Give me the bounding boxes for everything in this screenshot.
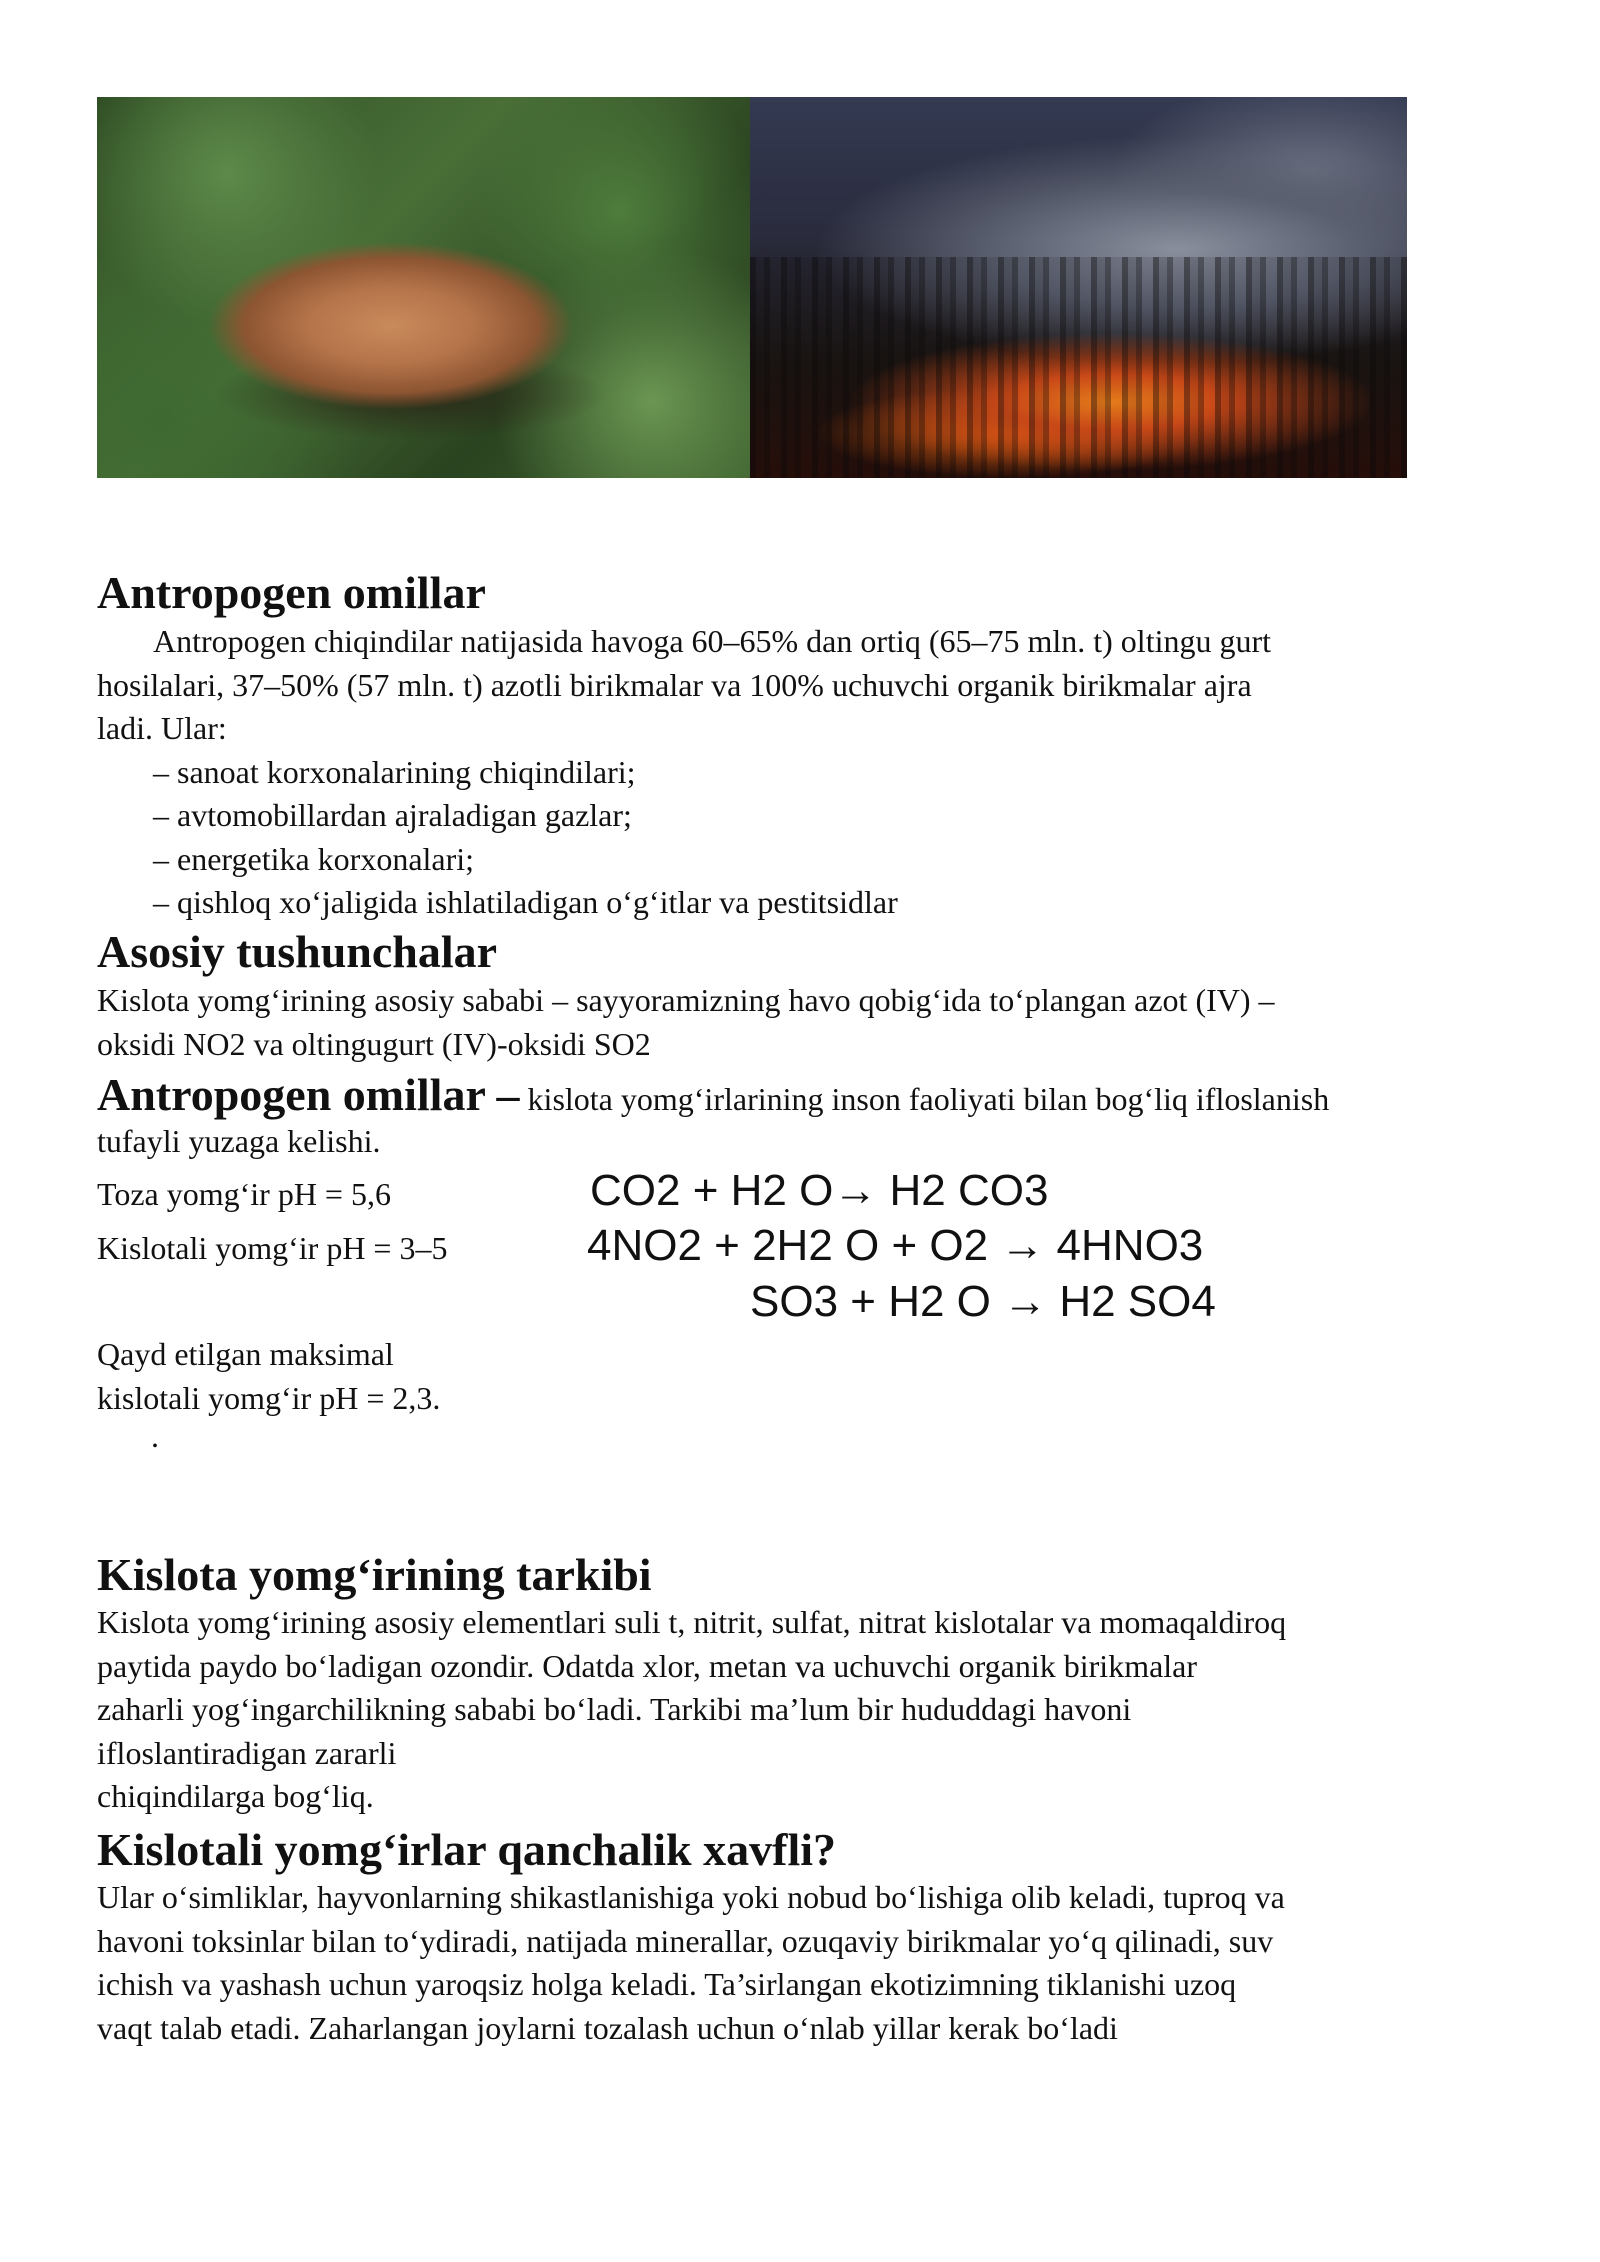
paragraph-line: zaharli yog‘ingarchilikning sababi bo‘ladi. Tarkibi ma’lum bir hududdagi havoni: [97, 1691, 1132, 1727]
equation-nitric-acid: 4NO2 + 2H2 O + O2 → 4HNO3: [587, 1221, 1204, 1270]
paragraph-line: Kislota yomg‘irining asosiy sababi – sayyoramizning havo qobig‘ida to‘plangan azot (IV) –: [97, 982, 1275, 1018]
section-tarkibi-title: [97, 1550, 1517, 1601]
max-acid-note: [97, 1333, 440, 1420]
equation-carbonic-acid: CO2 + H2 O→ H2 CO3: [590, 1166, 1049, 1215]
list-item: – energetika korxonalari;: [153, 840, 475, 877]
heading: Antropogen omillar: [97, 567, 486, 618]
section-antropogen-title: [97, 568, 1517, 619]
treeline-shading: [750, 257, 1407, 478]
paragraph-line: Kislota yomg‘irining asosiy elementlari suli t, nitrit, sulfat, nitrat kislotalar va momaqaldiroq: [97, 1604, 1287, 1640]
paragraph-line: ichish va yashash uchun yaroqsiz holga keladi. Ta’sirlangan ekotizimning tiklanishi uzoq: [97, 1966, 1237, 2002]
paragraph-line: havoni toksinlar bilan to‘ydiradi, natijada minerallar, ozuqaviy birikmalar yo‘q qilinadi, suv: [97, 1922, 1274, 1959]
max-note-line: Qayd etilgan maksimal: [97, 1336, 394, 1372]
section-asosiy-title: [97, 927, 1517, 978]
heading: Asosiy tushunchalar: [97, 926, 498, 977]
list-item: – qishloq xo‘jaligida ishlatiladigan o‘g‘itlar va pestitsidlar: [153, 884, 898, 920]
equation-sulfuric-acid: SO3 + H2 O → H2 SO4: [750, 1277, 1216, 1326]
photo-strip: [97, 97, 1407, 478]
section-asosiy-body: [97, 979, 1517, 1066]
paragraph-line: oksidi NO2 va oltingugurt (IV)-oksidi SO2: [97, 1025, 651, 1062]
mushroom-photo: [97, 97, 750, 478]
section-antropogen-body: [97, 620, 1517, 925]
paragraph-line: vaqt talab etadi. Zaharlangan joylarni tozalash uchun o‘nlab yillar kerak bo‘ladi: [97, 2009, 1118, 2046]
paragraph-line: paytida paydo bo‘ladigan ozondir. Odatda xlor, metan va uchuvchi organik birikmalar: [97, 1647, 1198, 1684]
acid-rain-ph: Kislotali yomg‘ir pH = 3–5: [97, 1230, 448, 1266]
intro-line: Antropogen chiqindilar natijasida havoga 60–65% dan ortiq (65–75 mln. t) oltingu gurt: [153, 623, 1272, 659]
list-item: – avtomobillardan ajraladigan gazlar;: [153, 797, 632, 833]
section-xavfli-body: [97, 1876, 1517, 2050]
stray-dot: .: [151, 1418, 159, 1454]
definition-text-continued: tufayli yuzaga kelishi.: [97, 1123, 381, 1159]
clean-rain-ph: Toza yomg‘ir pH = 5,6: [97, 1176, 391, 1212]
definition-text: kislota yomg‘irlarining inson faoliyati bilan bog‘liq ifloslanish: [519, 1081, 1330, 1117]
heading: Kislota yomg‘irining tarkibi: [97, 1549, 652, 1600]
paragraph-line: chiqindilarga bog‘liq.: [97, 1778, 374, 1814]
intro-line: hosilalari, 37–50% (57 mln. t) azotli birikmalar va 100% uchuvchi organik birikmalar ajra: [97, 666, 1252, 703]
list-item: – sanoat korxonalarining chiqindilari;: [153, 753, 636, 790]
max-note-line: kislotali yomg‘ir pH = 2,3.: [97, 1379, 441, 1416]
section-definition: [97, 1068, 1517, 1160]
section-xavfli-title: [97, 1825, 1517, 1876]
section-tarkibi-body: [97, 1601, 1517, 1819]
paragraph-line: Ular o‘simliklar, hayvonlarning shikastlanishiga yoki nobud bo‘lishiga olib keladi, tuproq va: [97, 1879, 1285, 1915]
intro-line: ladi. Ular:: [97, 710, 227, 746]
paragraph-line: ifloslantiradigan zararli: [97, 1734, 397, 1771]
definition-term: Antropogen omillar –: [97, 1069, 520, 1120]
forest-fire-photo: [750, 97, 1407, 478]
heading: Kislotali yomg‘irlar qanchalik xavfli?: [97, 1824, 837, 1875]
